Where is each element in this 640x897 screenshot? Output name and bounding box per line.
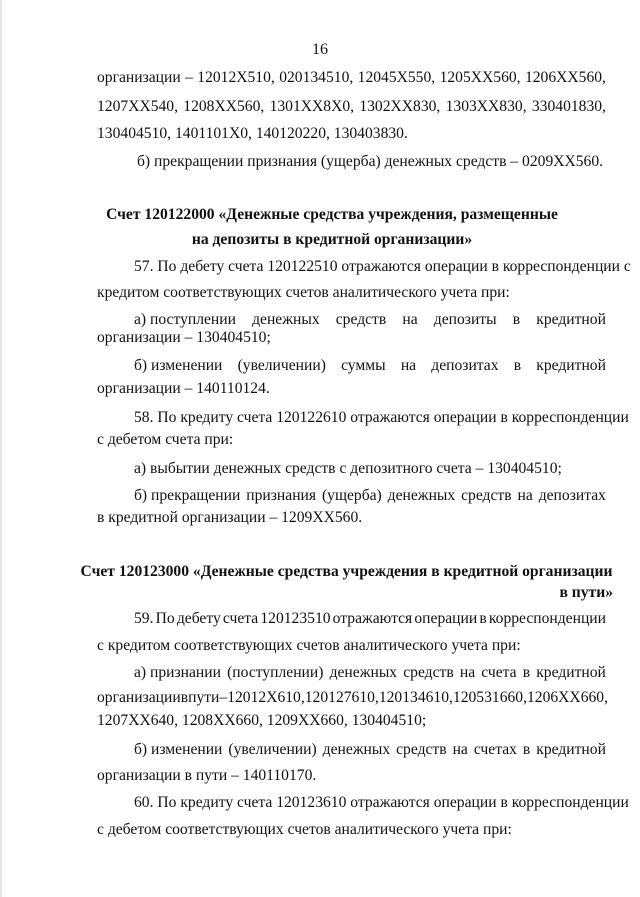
word: а) поступлении bbox=[134, 311, 236, 328]
word: суммы bbox=[341, 357, 386, 374]
word: средств bbox=[403, 664, 454, 681]
word: признания bbox=[246, 487, 317, 504]
paragraph-60: 60. По кредиту счета 120123610 отражаются операции в корреспонденции bbox=[134, 794, 629, 811]
word: 1302ХХ830, bbox=[359, 98, 441, 115]
word: отражаются bbox=[332, 610, 413, 627]
word: 120127610, bbox=[304, 689, 379, 706]
word: организации bbox=[97, 69, 181, 86]
word: операции bbox=[414, 610, 478, 627]
word: 020134510, bbox=[279, 69, 354, 86]
word: 12012Х510, bbox=[197, 69, 275, 86]
word: пути bbox=[188, 689, 220, 706]
word: 1206ХХ660, bbox=[526, 689, 608, 706]
word: а) признании bbox=[134, 664, 221, 681]
word: депозиты bbox=[433, 311, 497, 328]
section-heading: Счет 120123000 «Денежные средства учреждения в кредитной организации bbox=[80, 563, 613, 580]
text-line: 130404510, 1401101Х0, 140120220, 130403830. bbox=[97, 125, 408, 142]
word: в bbox=[479, 610, 487, 627]
list-item-a: а) выбытии денежных средств с депозитного счета – 130404510; bbox=[134, 460, 562, 477]
list-item-b bbox=[134, 741, 606, 759]
paragraph-58: с дебетом счета при: bbox=[97, 431, 234, 448]
word: 12045Х550, bbox=[357, 69, 436, 86]
word: 1207ХХ540, bbox=[97, 98, 178, 115]
word: на bbox=[452, 741, 468, 758]
list-item-b: б) прекращении признания (ущерба) денежных средств – 0209ХХ560. bbox=[137, 153, 604, 170]
list-item-b: организации – 140110124. bbox=[97, 380, 270, 397]
word: (увеличении) bbox=[237, 357, 326, 374]
word: дебету bbox=[176, 610, 221, 627]
word: денежных bbox=[252, 311, 320, 328]
word: кредитной bbox=[536, 311, 606, 328]
word: 330401830, bbox=[531, 98, 606, 115]
word: (поступлении) bbox=[227, 664, 324, 681]
scan-edge bbox=[0, 0, 2, 897]
paragraph-60: с дебетом соответствующих счетов аналитического учета при: bbox=[97, 821, 512, 838]
list-item-b bbox=[134, 487, 606, 505]
word: средств bbox=[396, 741, 447, 758]
word: депозитах bbox=[538, 487, 606, 504]
word: кредитной bbox=[536, 741, 606, 758]
section-heading: на депозиты в кредитной организации» bbox=[191, 231, 473, 248]
text-line bbox=[97, 98, 606, 116]
list-item-b bbox=[134, 357, 606, 375]
list-item-a bbox=[134, 311, 606, 329]
list-item-a bbox=[134, 664, 606, 682]
paragraph-59 bbox=[134, 610, 606, 628]
word: 59. bbox=[134, 610, 154, 627]
page-number: 16 bbox=[312, 41, 328, 58]
paragraph-57: кредитом соответствующих счетов аналитического учета при: bbox=[97, 284, 510, 301]
word: средств bbox=[461, 487, 512, 504]
list-item-a: организации – 130404510; bbox=[97, 329, 271, 346]
word: в bbox=[180, 689, 189, 706]
section-heading: в пути» bbox=[559, 584, 613, 601]
paragraph-59: с кредитом соответствующих счетов аналитического учета при: bbox=[97, 637, 521, 654]
word: По bbox=[155, 610, 175, 627]
word: 120531660, bbox=[452, 689, 527, 706]
word: 120123510 bbox=[260, 610, 331, 627]
word: денежных bbox=[387, 487, 456, 504]
word: в bbox=[522, 741, 531, 758]
word: в bbox=[512, 311, 521, 328]
word: счетах bbox=[473, 741, 517, 758]
text-line bbox=[97, 69, 606, 87]
list-item-a: 1207ХХ640, 1208ХХ660, 1209ХХ660, 130404510; bbox=[97, 712, 427, 729]
word: кредитной bbox=[536, 357, 606, 374]
list-item-b: организации в пути – 140110170. bbox=[97, 767, 317, 784]
list-item-b: в кредитной организации – 1209ХХ560. bbox=[97, 509, 363, 526]
word: 12012Х610, bbox=[227, 689, 305, 706]
word: денежных bbox=[329, 664, 398, 681]
word: на bbox=[459, 664, 476, 681]
section-heading: Счет 120122000 «Денежные средства учреждения, размещенные bbox=[106, 206, 558, 223]
list-item-a bbox=[97, 689, 606, 707]
paragraph-58: 58. По кредиту счета 120122610 отражаются операции в корреспонденции bbox=[134, 409, 629, 426]
word: на bbox=[400, 357, 417, 374]
word: (увеличении) bbox=[228, 741, 317, 758]
word: кредитной bbox=[536, 664, 606, 681]
word: счета bbox=[222, 610, 259, 627]
word: 1303ХХ830, bbox=[445, 98, 527, 115]
word: (ущерба) bbox=[321, 487, 382, 504]
word: средств bbox=[335, 311, 387, 328]
word: – bbox=[219, 689, 228, 706]
word: б) изменении bbox=[134, 357, 223, 374]
word: 1301ХХ8Х0, bbox=[269, 98, 355, 115]
word: б) изменении bbox=[134, 741, 223, 758]
word: 1208ХХ560, bbox=[183, 98, 265, 115]
paragraph-57: 57. По дебету счета 120122510 отражаются операции в корреспонденции с bbox=[134, 258, 631, 275]
word: на bbox=[517, 487, 533, 504]
word: на bbox=[402, 311, 418, 328]
word: в bbox=[513, 357, 522, 374]
word: в bbox=[522, 664, 531, 681]
word: 1205ХХ560, bbox=[439, 69, 521, 86]
word: 120134610, bbox=[378, 689, 453, 706]
word: депозитах bbox=[431, 357, 499, 374]
word: корреспонденции bbox=[488, 610, 606, 627]
word: счета bbox=[481, 664, 517, 681]
word: денежных bbox=[322, 741, 391, 758]
word: – bbox=[185, 69, 193, 86]
word: организации bbox=[97, 689, 181, 706]
word: б) прекращении bbox=[134, 487, 241, 504]
word: 1206ХХ560, bbox=[524, 69, 606, 86]
